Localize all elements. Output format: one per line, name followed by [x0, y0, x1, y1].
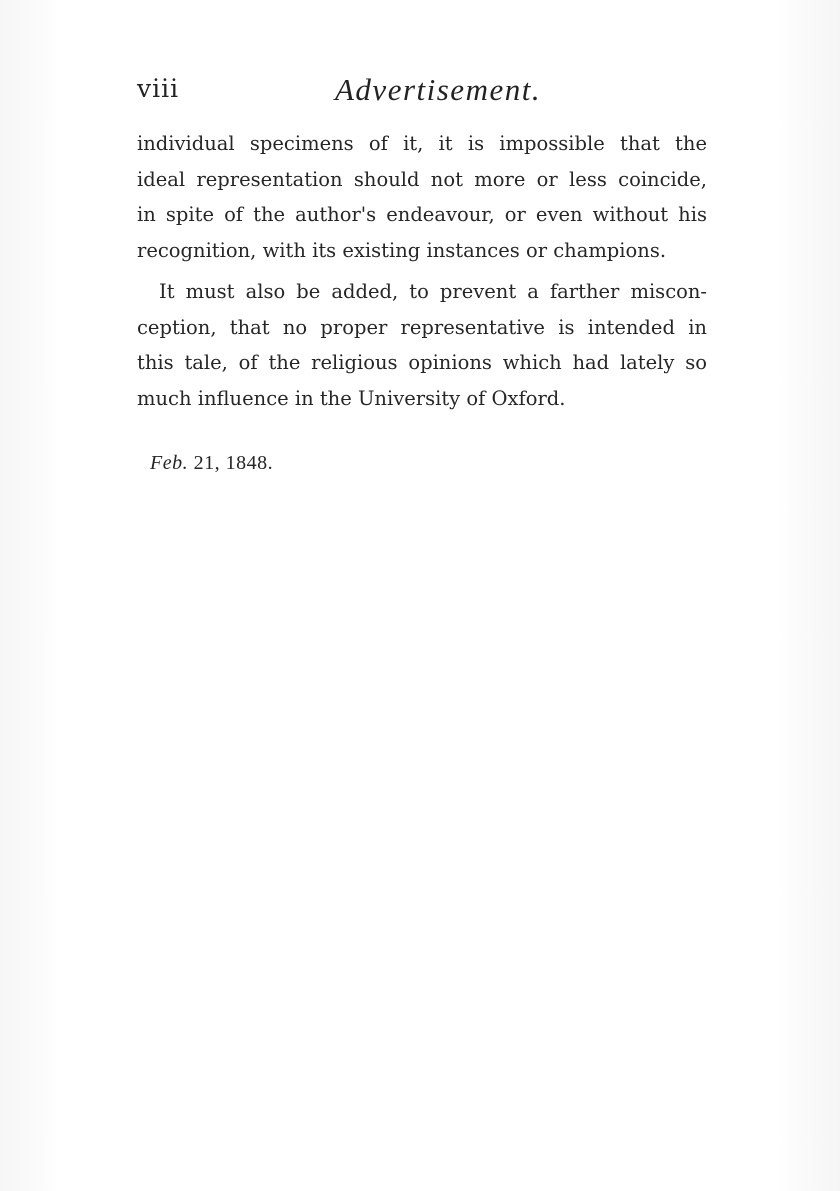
text-line: individual specimens of it, it is impossible that the — [137, 132, 707, 155]
paragraph-1 — [137, 126, 707, 268]
text-line: much influence in the University of Oxford. — [137, 386, 566, 410]
text-line: recognition, with its existing instances or champions. — [137, 238, 667, 262]
text-line: in spite of the author's endeavour, or even without his — [137, 203, 707, 226]
text-line: ception, that no proper representative is intended in — [137, 315, 707, 339]
running-head — [137, 70, 707, 114]
page-right-margin-shading — [780, 0, 840, 1191]
dateline-date: 21, 1848. — [188, 452, 274, 474]
page-left-margin-shading — [0, 0, 58, 1191]
running-title: Advertisement. — [335, 72, 542, 107]
body-text — [137, 126, 707, 416]
dateline-month: Feb. — [150, 452, 189, 474]
paragraph-2 — [137, 274, 707, 416]
dateline — [150, 452, 273, 475]
text-line: It must also be added, to prevent a farther miscon- — [159, 280, 707, 303]
page-number: viii — [137, 74, 180, 103]
text-line: ideal representation should not more or less coincide, — [137, 167, 707, 191]
text-line: this tale, of the religious opinions which had lately so — [137, 351, 707, 374]
